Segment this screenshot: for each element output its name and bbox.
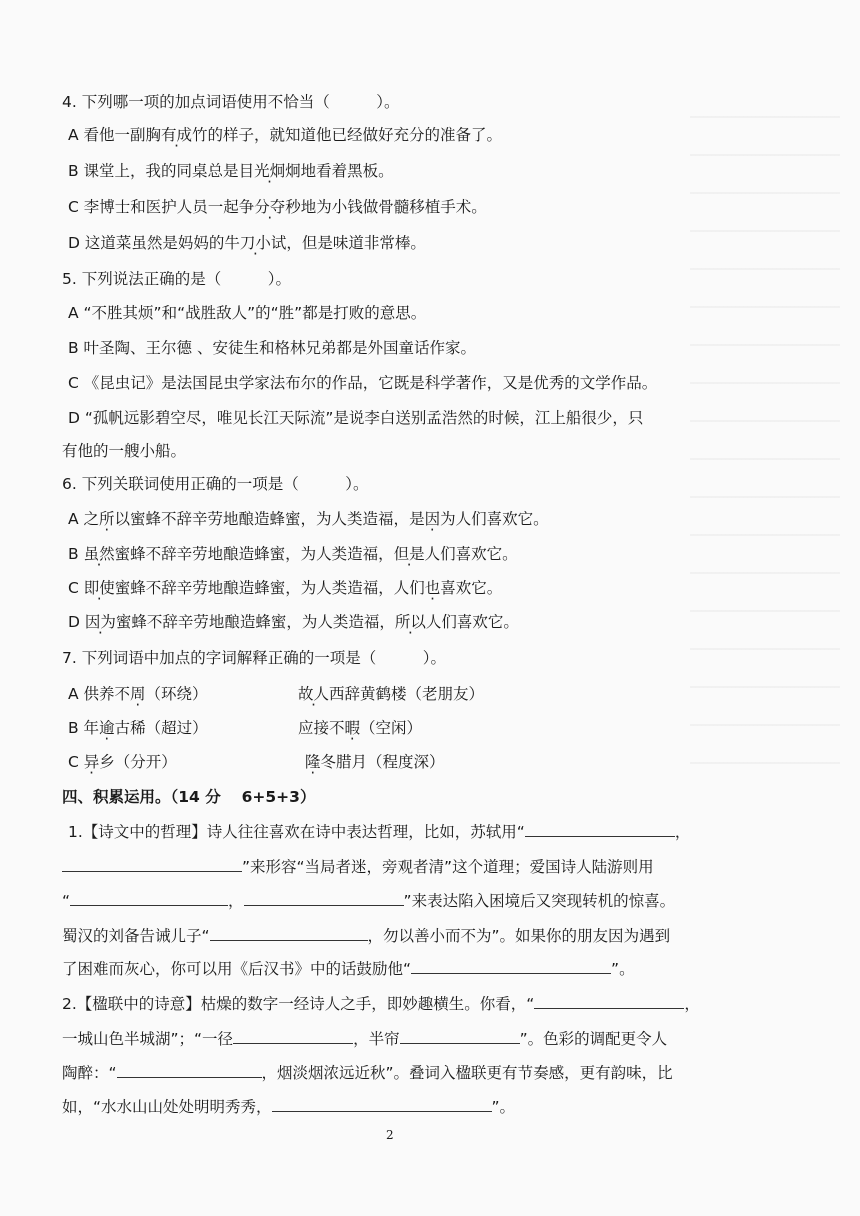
emphasized-word: 牛刀小试 xyxy=(224,234,287,252)
fill2-line1: 2.【楹联中的诗意】枯燥的数字一经诗人之手，即妙趣横生。你看，“ ， xyxy=(62,995,700,1013)
bleed-through-text xyxy=(690,80,840,800)
q4-option-c: C 李博士和医护人员一起争分夺秒地为小钱做骨髓移植手术。 xyxy=(68,198,487,216)
q5-option-d-line2: 有他的一艘小船。 xyxy=(62,442,187,460)
q7-option-a-left: A 供养不周（环绕） xyxy=(68,685,208,703)
fill1-line5: 了困难而灰心，你可以用《后汉书》中的话鼓励他“ ”。 xyxy=(62,960,635,978)
q6-stem: 6. 下列关联词使用正确的一项是（ ）。 xyxy=(62,475,369,493)
answer-blank[interactable] xyxy=(244,891,404,906)
emphasized-word: 目光炯炯 xyxy=(238,162,301,180)
answer-blank[interactable] xyxy=(400,1029,520,1044)
emphasized-word: 逾 xyxy=(99,719,115,737)
emphasized-word: 但是 xyxy=(393,545,425,563)
answer-blank[interactable] xyxy=(525,822,675,837)
answer-blank[interactable] xyxy=(62,857,242,872)
q7-stem: 7. 下列词语中加点的字词解释正确的一项是（ ）。 xyxy=(62,649,446,667)
emphasized-word: 是因为 xyxy=(409,510,456,528)
emphasized-word: 异 xyxy=(83,753,100,771)
emphasized-word: 暇 xyxy=(344,719,361,737)
emphasized-word: 也 xyxy=(424,579,441,597)
q4-option-a: A 看他一副胸有成竹的样子，就知道他已经做好充分的准备了。 xyxy=(68,126,503,144)
fill2-line3: 陶醉：“ ，烟淡烟浓远近秋”。叠词入楹联更有节奏感，更有韵味，比 xyxy=(62,1064,673,1082)
answer-blank[interactable] xyxy=(233,1029,353,1044)
q7-option-a-right: 故人西辞黄鹤楼（老朋友） xyxy=(298,685,485,703)
emphasized-word: 周 xyxy=(130,685,146,703)
q7-option-c-left: C 异乡（分开） xyxy=(68,753,177,771)
page-number: 2 xyxy=(386,1128,394,1142)
fill1-line2: ”来形容“当局者迷，旁观者清”这个道理；爱国诗人陆游则用 xyxy=(62,857,654,877)
q5-option-a: A “不胜其烦”和“战胜敌人”的“胜”都是打败的意思。 xyxy=(68,304,427,322)
emphasized-word: 隆 xyxy=(305,753,321,771)
q4-option-d: D 这道菜虽然是妈妈的牛刀小试，但是味道非常棒。 xyxy=(68,234,426,252)
emphasized-word: 故人 xyxy=(298,685,330,703)
fill1-line4: 蜀汉的刘备告诫儿子“ ，勿以善小而不为”。如果你的朋友因为遇到 xyxy=(62,927,671,945)
q7-option-b-left: B 年逾古稀（超过） xyxy=(68,719,208,737)
answer-blank[interactable] xyxy=(534,994,684,1009)
fill1-line3: “ ， ”来表达陷入困境后又突现转机的惊喜。 xyxy=(62,892,676,910)
fill1-line1: 1.【诗文中的哲理】诗人往往喜欢在诗中表达哲理，比如，苏轼用“ ， xyxy=(68,823,691,841)
q7-option-c-right: 隆冬腊月（程度深） xyxy=(305,753,445,771)
q6-option-b: B 虽然蜜蜂不辞辛劳地酿造蜂蜜，为人类造福，但是人们喜欢它。 xyxy=(68,545,518,563)
answer-blank[interactable] xyxy=(272,1097,492,1112)
q7-option-b-right: 应接不暇（空闲） xyxy=(298,719,423,737)
fill2-line4: 如，“水水山山处处明明秀秀， ”。 xyxy=(62,1098,516,1116)
q5-option-b: B 叶圣陶、王尔德 、安徒生和格林兄弟都是外国童话作家。 xyxy=(68,339,476,357)
emphasized-word: 因为 xyxy=(84,613,116,631)
emphasized-word: 争分夺秒 xyxy=(238,198,301,216)
emphasized-word: 之所以 xyxy=(83,510,131,528)
q5-option-c: C 《昆虫记》是法国昆虫学家法布尔的作品，它既是科学著作，又是优秀的文学作品。 xyxy=(68,374,658,392)
fill2-line2: 一城山色半城湖”；“一径 ，半帘 ”。色彩的调配更令人 xyxy=(62,1030,668,1048)
section-4-title: 四、积累运用。（14 分 6+5+3） xyxy=(62,788,316,806)
q5-option-d-line1: D “孤帆远影碧空尽，唯见长江天际流”是说李白送别孟浩然的时候，江上船很少，只 xyxy=(68,409,644,427)
answer-blank[interactable] xyxy=(70,891,228,906)
emphasized-word: 所以 xyxy=(394,613,426,631)
emphasized-word: 即使 xyxy=(83,579,115,597)
answer-blank[interactable] xyxy=(411,959,611,974)
emphasized-word: 虽然 xyxy=(83,545,115,563)
answer-blank[interactable] xyxy=(210,926,368,941)
q6-option-d: D 因为蜜蜂不辞辛劳地酿造蜂蜜，为人类造福，所以人们喜欢它。 xyxy=(68,613,519,631)
q5-stem: 5. 下列说法正确的是（ ）。 xyxy=(62,270,291,288)
emphasized-word: 胸有成竹 xyxy=(145,126,208,144)
answer-blank[interactable] xyxy=(117,1063,262,1078)
q4-option-b: B 课堂上，我的同桌总是目光炯炯地看着黑板。 xyxy=(68,162,394,180)
q6-option-c: C 即使蜜蜂不辞辛劳地酿造蜂蜜，为人类造福，人们也喜欢它。 xyxy=(68,579,503,597)
q4-stem: 4. 下列哪一项的加点词语使用不恰当（ ）。 xyxy=(62,93,400,111)
q6-option-a: A 之所以蜜蜂不辞辛劳地酿造蜂蜜，为人类造福，是因为人们喜欢它。 xyxy=(68,510,549,528)
